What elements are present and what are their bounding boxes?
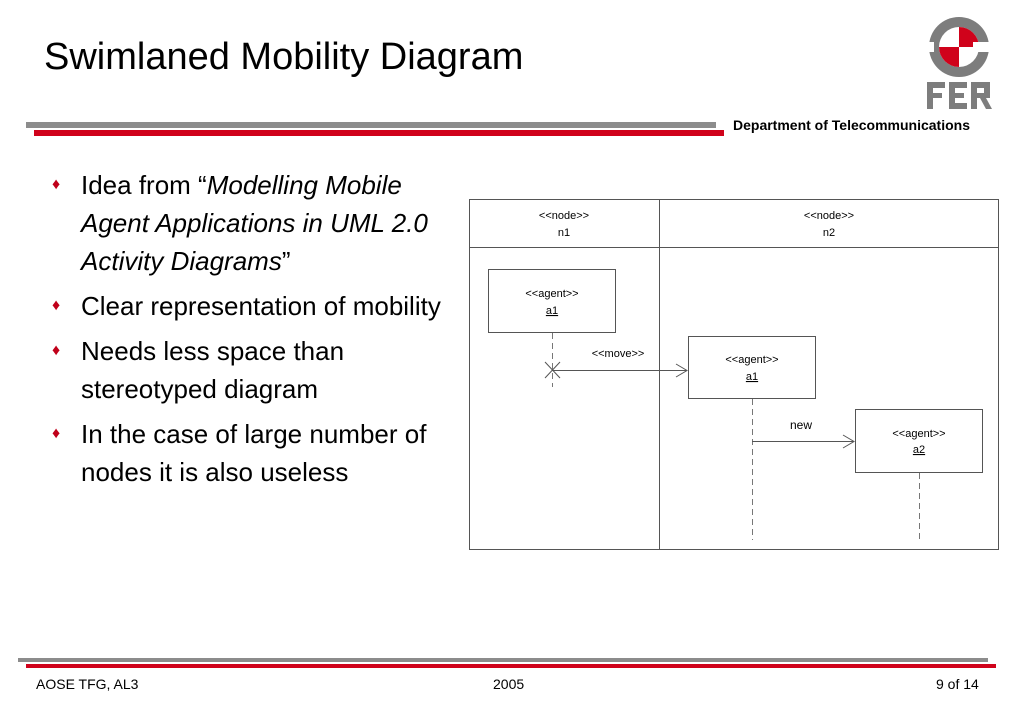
- bullet-text-italic: Modelling Mobile Agent Applications in UML 2.0 Activity Diagrams: [81, 170, 428, 276]
- lane-n2-stereotype: <<node>>: [803, 210, 855, 222]
- department-label: Department of Telecommunications: [733, 117, 971, 133]
- agent-a1-n2-name: a1: [745, 371, 759, 383]
- agent-a1-n1-stereotype: <<agent>>: [525, 288, 579, 300]
- diamond-bullet-icon: ♦: [52, 297, 61, 314]
- bullet-text-suffix: ”: [281, 246, 291, 276]
- lane-n1-name: n1: [557, 227, 571, 239]
- footer-left: AOSE TFG, AL3: [36, 676, 139, 692]
- footer-page-number: 9 of 14: [936, 676, 979, 692]
- footer-center: 2005: [493, 676, 525, 692]
- lane-n1-stereotype: <<node>>: [538, 210, 590, 222]
- move-message-label: <<move>>: [591, 348, 645, 360]
- footer-bar-gray: [18, 658, 988, 662]
- bullet-text: Clear representation of mobility: [81, 291, 441, 321]
- page-title: Swimlaned Mobility Diagram: [44, 36, 524, 78]
- lane-n2-name: n2: [822, 227, 836, 239]
- footer-bar-red: [26, 664, 996, 668]
- diamond-bullet-icon: ♦: [52, 425, 61, 442]
- agent-box-a1-n1: [489, 270, 616, 333]
- bullet-text-prefix: Idea from “: [81, 170, 207, 200]
- bullet-text: In the case of large number of nodes it is also useless: [81, 419, 427, 487]
- agent-a1-n1-name: a1: [545, 305, 559, 317]
- agent-a2-name: a2: [912, 444, 926, 456]
- agent-a2-stereotype: <<agent>>: [892, 428, 946, 440]
- agent-box-a1-n2: [689, 337, 816, 399]
- bullet-text: Needs less space than stereotyped diagram: [81, 336, 345, 404]
- agent-a1-n2-stereotype: <<agent>>: [725, 354, 779, 366]
- diamond-bullet-icon: ♦: [52, 342, 61, 359]
- diamond-bullet-icon: ♦: [52, 176, 61, 193]
- new-message-label: new: [789, 418, 813, 432]
- agent-box-a2-n2: [856, 410, 983, 473]
